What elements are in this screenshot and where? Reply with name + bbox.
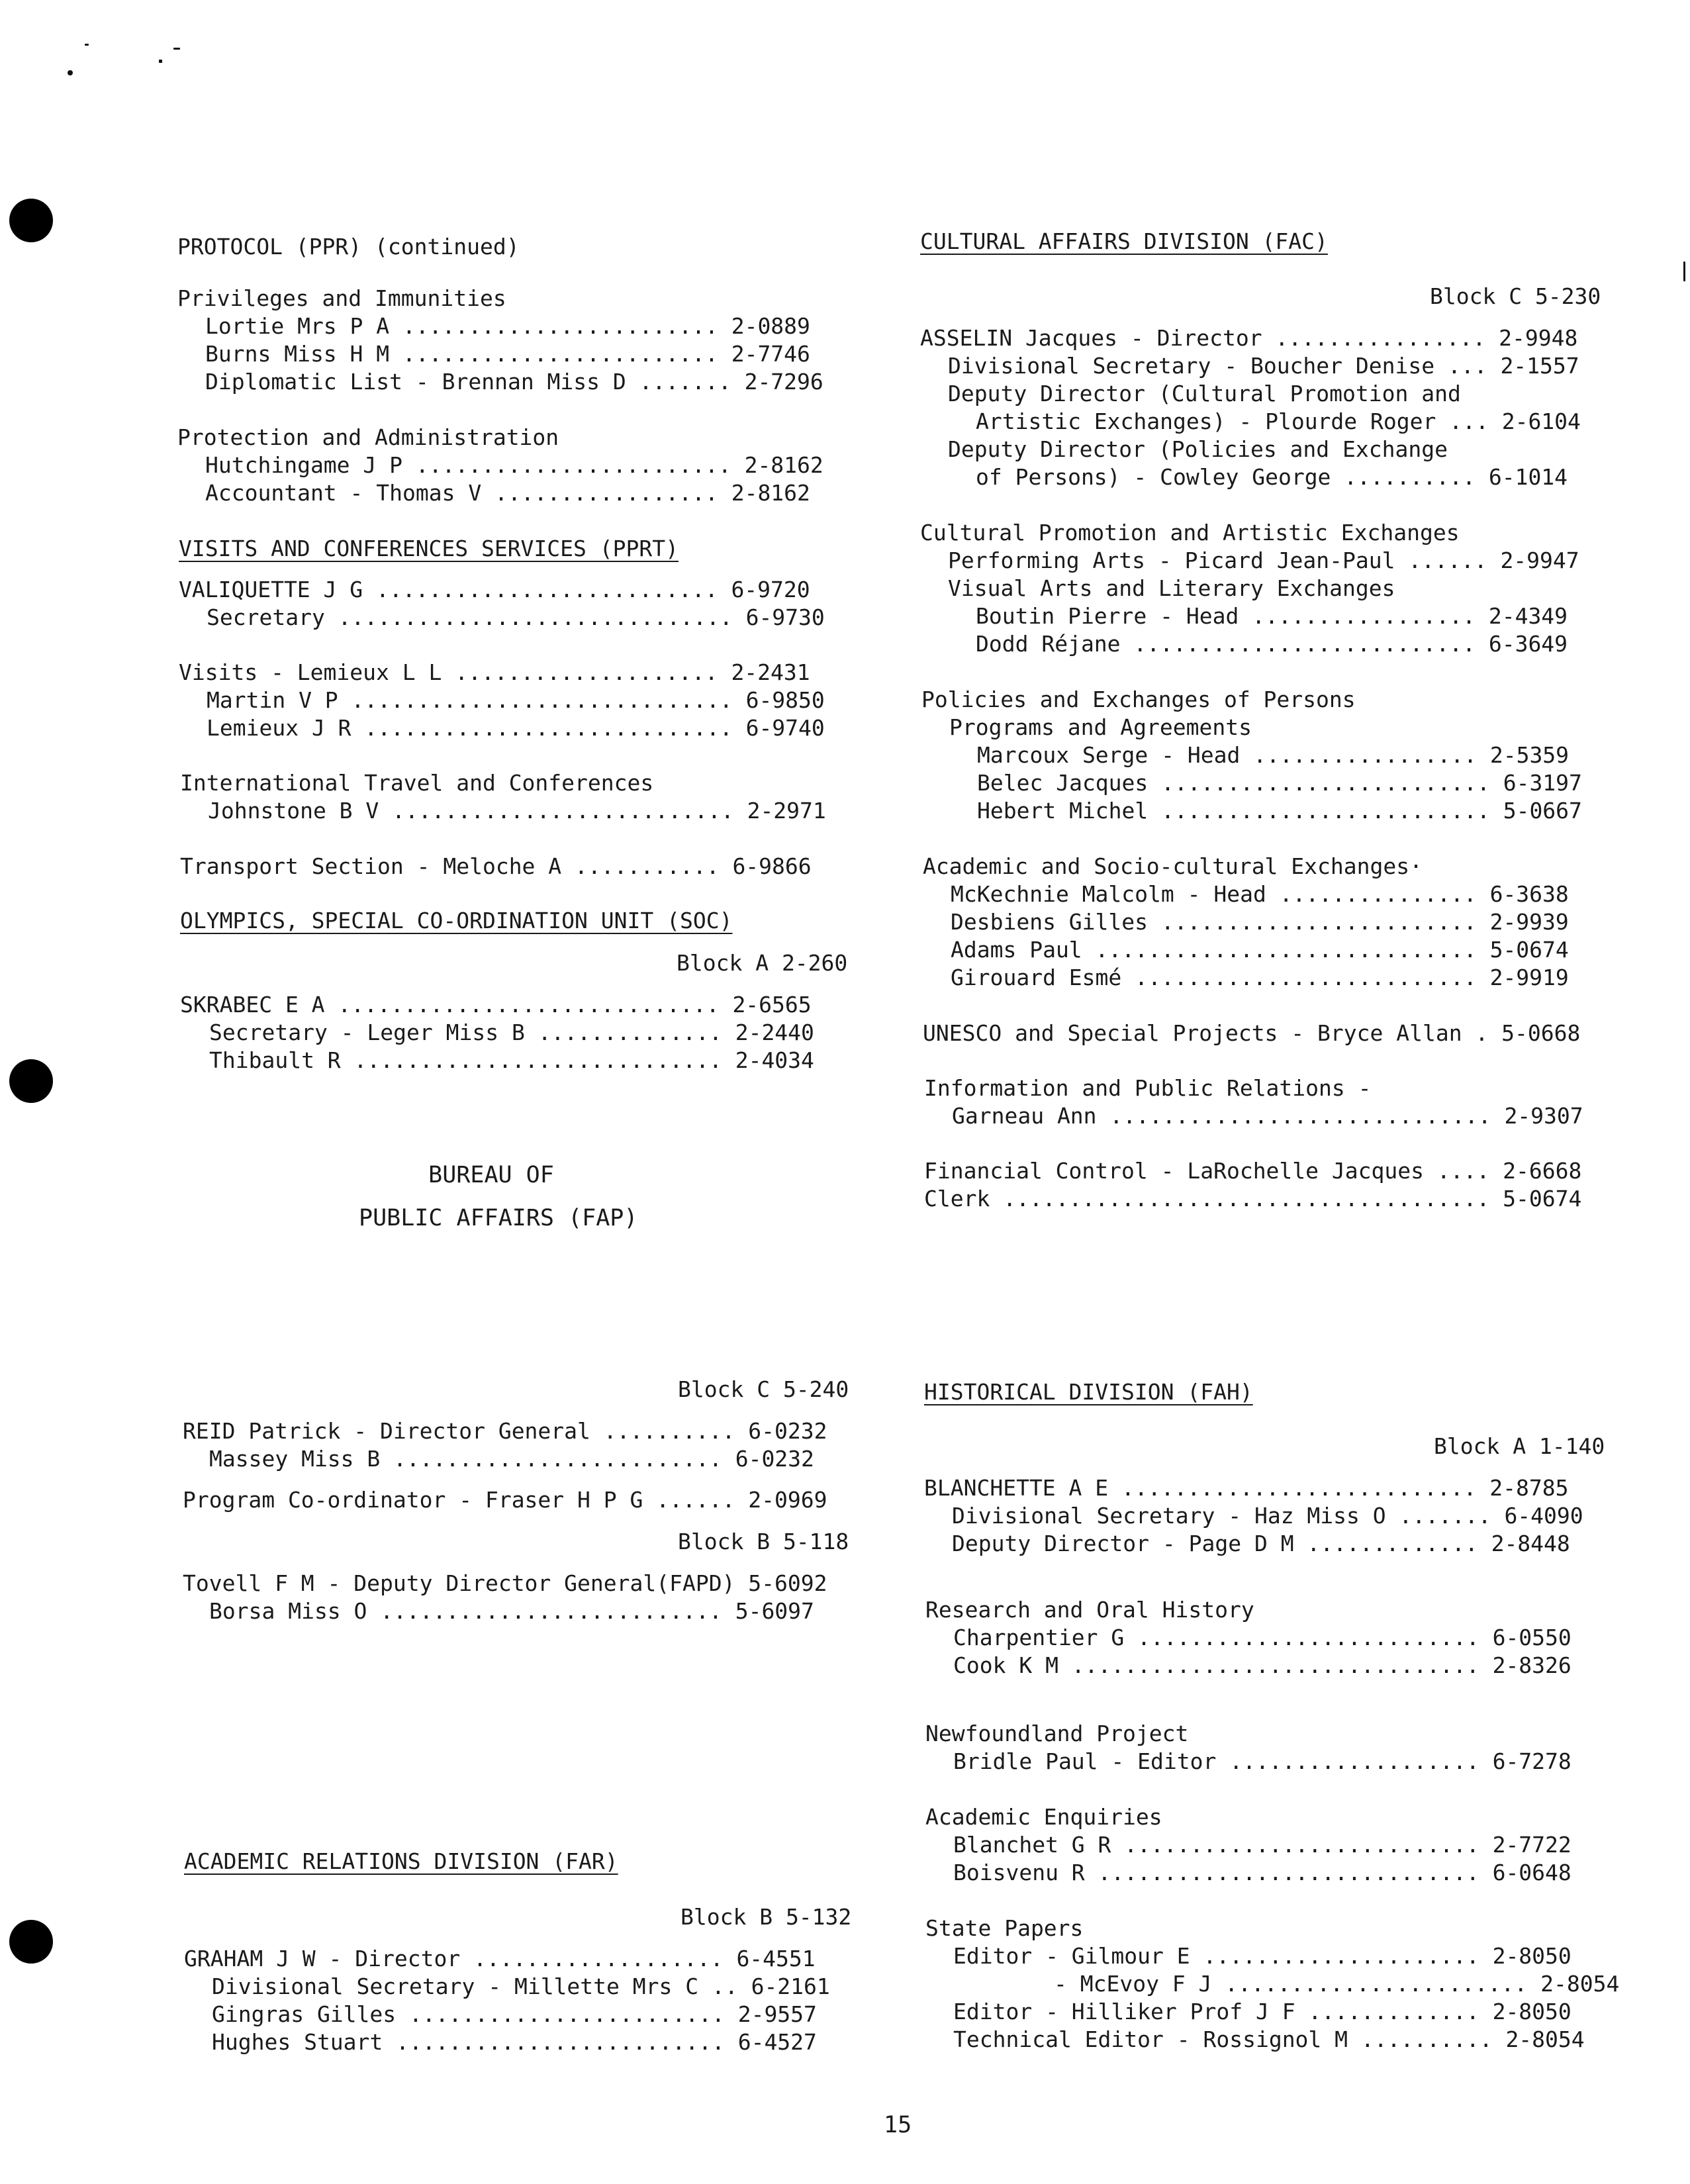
entry-picard: Performing Arts - Picard Jean-Paul ...... 2-9947 [948, 547, 1579, 573]
entry-massey: Massey Miss B ......................... 6-0232 [209, 1446, 814, 1472]
scan-speck [173, 48, 180, 50]
entry-blanchette: BLANCHETTE A E ........................... 2-8785 [924, 1475, 1569, 1501]
entry-marcoux: Marcoux Serge - Head ................. 2-5359 [977, 742, 1570, 768]
entry-martin: Martin V P ............................. 6-9850 [207, 687, 825, 713]
cultural-heading: CULTURAL AFFAIRS DIVISION (FAC) [920, 228, 1328, 254]
cultural-block: Block C 5-230 [1430, 283, 1601, 309]
binder-hole-top [9, 199, 53, 242]
entry-garneau: Garneau Ann ............................. 2-9307 [952, 1103, 1583, 1129]
entry-rossignol: Technical Editor - Rossignol M .......... 2-8054 [953, 2026, 1585, 2052]
programs-heading: Programs and Agreements [949, 714, 1252, 740]
binder-hole-middle [9, 1059, 53, 1103]
scan-speck [68, 70, 73, 75]
entry-blanchet: Blanchet G R ........................... 2-7722 [953, 1832, 1572, 1858]
entry-mckechnie: McKechnie Malcolm - Head ............... 6-3638 [951, 881, 1569, 907]
academic-enquiries-heading: Academic Enquiries [925, 1804, 1162, 1830]
scan-speck [85, 44, 89, 46]
entry-hughes: Hughes Stuart ......................... 6-4527 [212, 2029, 817, 2055]
entry-secretary-visits: Secretary .............................. 6-9730 [207, 604, 825, 630]
academic-block: Block B 5-132 [681, 1904, 852, 1930]
research-heading: Research and Oral History [925, 1597, 1254, 1623]
entry-girouard: Girouard Esmé .......................... 2-9919 [951, 965, 1569, 990]
state-papers-heading: State Papers [925, 1915, 1084, 1941]
scan-speck [1683, 261, 1685, 281]
entry-dodd: Dodd Réjane .......................... 6-3649 [976, 631, 1568, 657]
fap-block: Block C 5-240 [678, 1376, 849, 1402]
entry-belec: Belec Jacques ......................... 6-3197 [977, 770, 1582, 796]
entry-thibault: Thibault R ............................ 2-4034 [209, 1047, 814, 1073]
visits-heading: VISITS AND CONFERENCES SERVICES (PPRT) [179, 536, 679, 561]
privileges-heading: Privileges and Immunities [177, 285, 506, 311]
entry-boucher: Divisional Secretary - Boucher Denise ... 2-1557 [948, 353, 1579, 379]
entry-plourde: Artistic Exchanges) - Plourde Roger ... 2-6104 [976, 408, 1581, 434]
entry-johnstone: Johnstone B V .......................... 2-2971 [208, 798, 826, 824]
entry-financial: Financial Control - LaRochelle Jacques .... 2-6668 [924, 1158, 1582, 1184]
entry-valiquette: VALIQUETTE J G .......................... 6-9720 [179, 577, 810, 602]
historical-heading: HISTORICAL DIVISION (FAH) [924, 1379, 1253, 1405]
historical-block: Block A 1-140 [1434, 1433, 1605, 1459]
entry-boutin: Boutin Pierre - Head ................. 2-4349 [976, 603, 1568, 629]
entry-program-coord: Program Co-ordinator - Fraser H P G ...... 2-0969 [183, 1487, 827, 1513]
entry-bridle: Bridle Paul - Editor ................... 6-7278 [953, 1748, 1572, 1774]
entry-diplomatic-list: Diplomatic List - Brennan Miss D ....... 2-7296 [205, 369, 823, 395]
entry-hilliker: Editor - Hilliker Prof J F ............. 2-8050 [953, 1999, 1572, 2024]
entry-graham: GRAHAM J W - Director ................... 6-4551 [184, 1946, 816, 1971]
entry-tovell: Tovell F M - Deputy Director General(FAPD) 5-6092 [183, 1570, 827, 1596]
academic-heading: ACADEMIC RELATIONS DIVISION (FAR) [184, 1848, 618, 1874]
page-number: 15 [884, 2112, 912, 2138]
protocol-heading: PROTOCOL (PPR) (continued) [177, 234, 520, 260]
entry-asselin: ASSELIN Jacques - Director ................ 2-9948 [920, 325, 1578, 351]
entry-accountant: Accountant - Thomas V ................. 2-8162 [205, 480, 810, 506]
entry-millette: Divisional Secretary - Millette Mrs C .. 6-2161 [212, 1973, 830, 1999]
entry-reid: REID Patrick - Director General .......... 6-0232 [183, 1418, 827, 1444]
scan-speck [159, 60, 162, 63]
entry-adams: Adams Paul ............................. 5-0674 [951, 937, 1569, 963]
entry-skrabec: SKRABEC E A ............................. 2-6565 [180, 992, 812, 1018]
bureau-title-line1: BUREAU OF [428, 1162, 554, 1188]
entry-clerk: Clerk ..................................... 5-0674 [924, 1186, 1582, 1211]
entry-visits-lemieux: Visits - Lemieux L L .................... 2-2431 [179, 659, 810, 685]
academic-socio-heading: Academic and Socio-cultural Exchanges· [923, 853, 1423, 879]
entry-hutchingame: Hutchingame J P ........................ 2-8162 [205, 452, 823, 478]
entry-charpentier: Charpentier G .......................... 6-0550 [953, 1625, 1572, 1650]
entry-lemieux-jr: Lemieux J R ............................ 6-9740 [207, 715, 825, 741]
olympics-heading: OLYMPICS, SPECIAL CO-ORDINATION UNIT (SOC) [180, 908, 733, 933]
entry-cook: Cook K M ............................... 2-8326 [953, 1652, 1572, 1678]
entry-hebert: Hebert Michel ......................... 5-0667 [977, 798, 1582, 824]
info-pr-heading: Information and Public Relations - [924, 1075, 1372, 1101]
entry-mcevoy: - McEvoy F J ....................... 2-8054 [1054, 1971, 1620, 1997]
entry-burns: Burns Miss H M ........................ 2-7746 [205, 341, 810, 367]
newfoundland-heading: Newfoundland Project [925, 1721, 1189, 1746]
bureau-title-line2: PUBLIC AFFAIRS (FAP) [359, 1205, 638, 1231]
entry-page: Deputy Director - Page D M ............. 2-8448 [952, 1531, 1570, 1556]
entry-transport: Transport Section - Meloche A ........... 6-9866 [180, 853, 812, 879]
entry-lortie: Lortie Mrs P A ........................ 2-0889 [205, 313, 810, 339]
binder-hole-bottom [9, 1920, 53, 1964]
intl-travel-heading: International Travel and Conferences [180, 770, 654, 796]
entry-gingras: Gingras Gilles ........................ 2-9557 [212, 2001, 817, 2027]
fap-block2: Block B 5-118 [678, 1529, 849, 1554]
entry-haz: Divisional Secretary - Haz Miss O ....... 6-4090 [952, 1503, 1583, 1529]
entry-desbiens: Desbiens Gilles ........................ 2-9939 [951, 909, 1569, 935]
entry-borsa: Borsa Miss O .......................... 5-6097 [209, 1598, 814, 1624]
deputy-policies: Deputy Director (Policies and Exchange [948, 436, 1448, 462]
entry-cowley: of Persons) - Cowley George .......... 6-1014 [976, 464, 1568, 490]
entry-unesco: UNESCO and Special Projects - Bryce Allan . 5-0668 [923, 1020, 1581, 1046]
olympics-block: Block A 2-260 [677, 950, 848, 976]
entry-secretary-leger: Secretary - Leger Miss B .............. 2-2440 [209, 1020, 814, 1045]
entry-boisvenu: Boisvenu R ............................. 6-0648 [953, 1860, 1572, 1885]
entry-gilmour: Editor - Gilmour E ..................... 2-8050 [953, 1943, 1572, 1969]
deputy-cultural: Deputy Director (Cultural Promotion and [948, 381, 1461, 406]
policies-heading: Policies and Exchanges of Persons [921, 687, 1356, 712]
cultural-promo-heading: Cultural Promotion and Artistic Exchanges [920, 520, 1460, 546]
protection-heading: Protection and Administration [177, 424, 559, 450]
visual-arts-heading: Visual Arts and Literary Exchanges [948, 575, 1395, 601]
